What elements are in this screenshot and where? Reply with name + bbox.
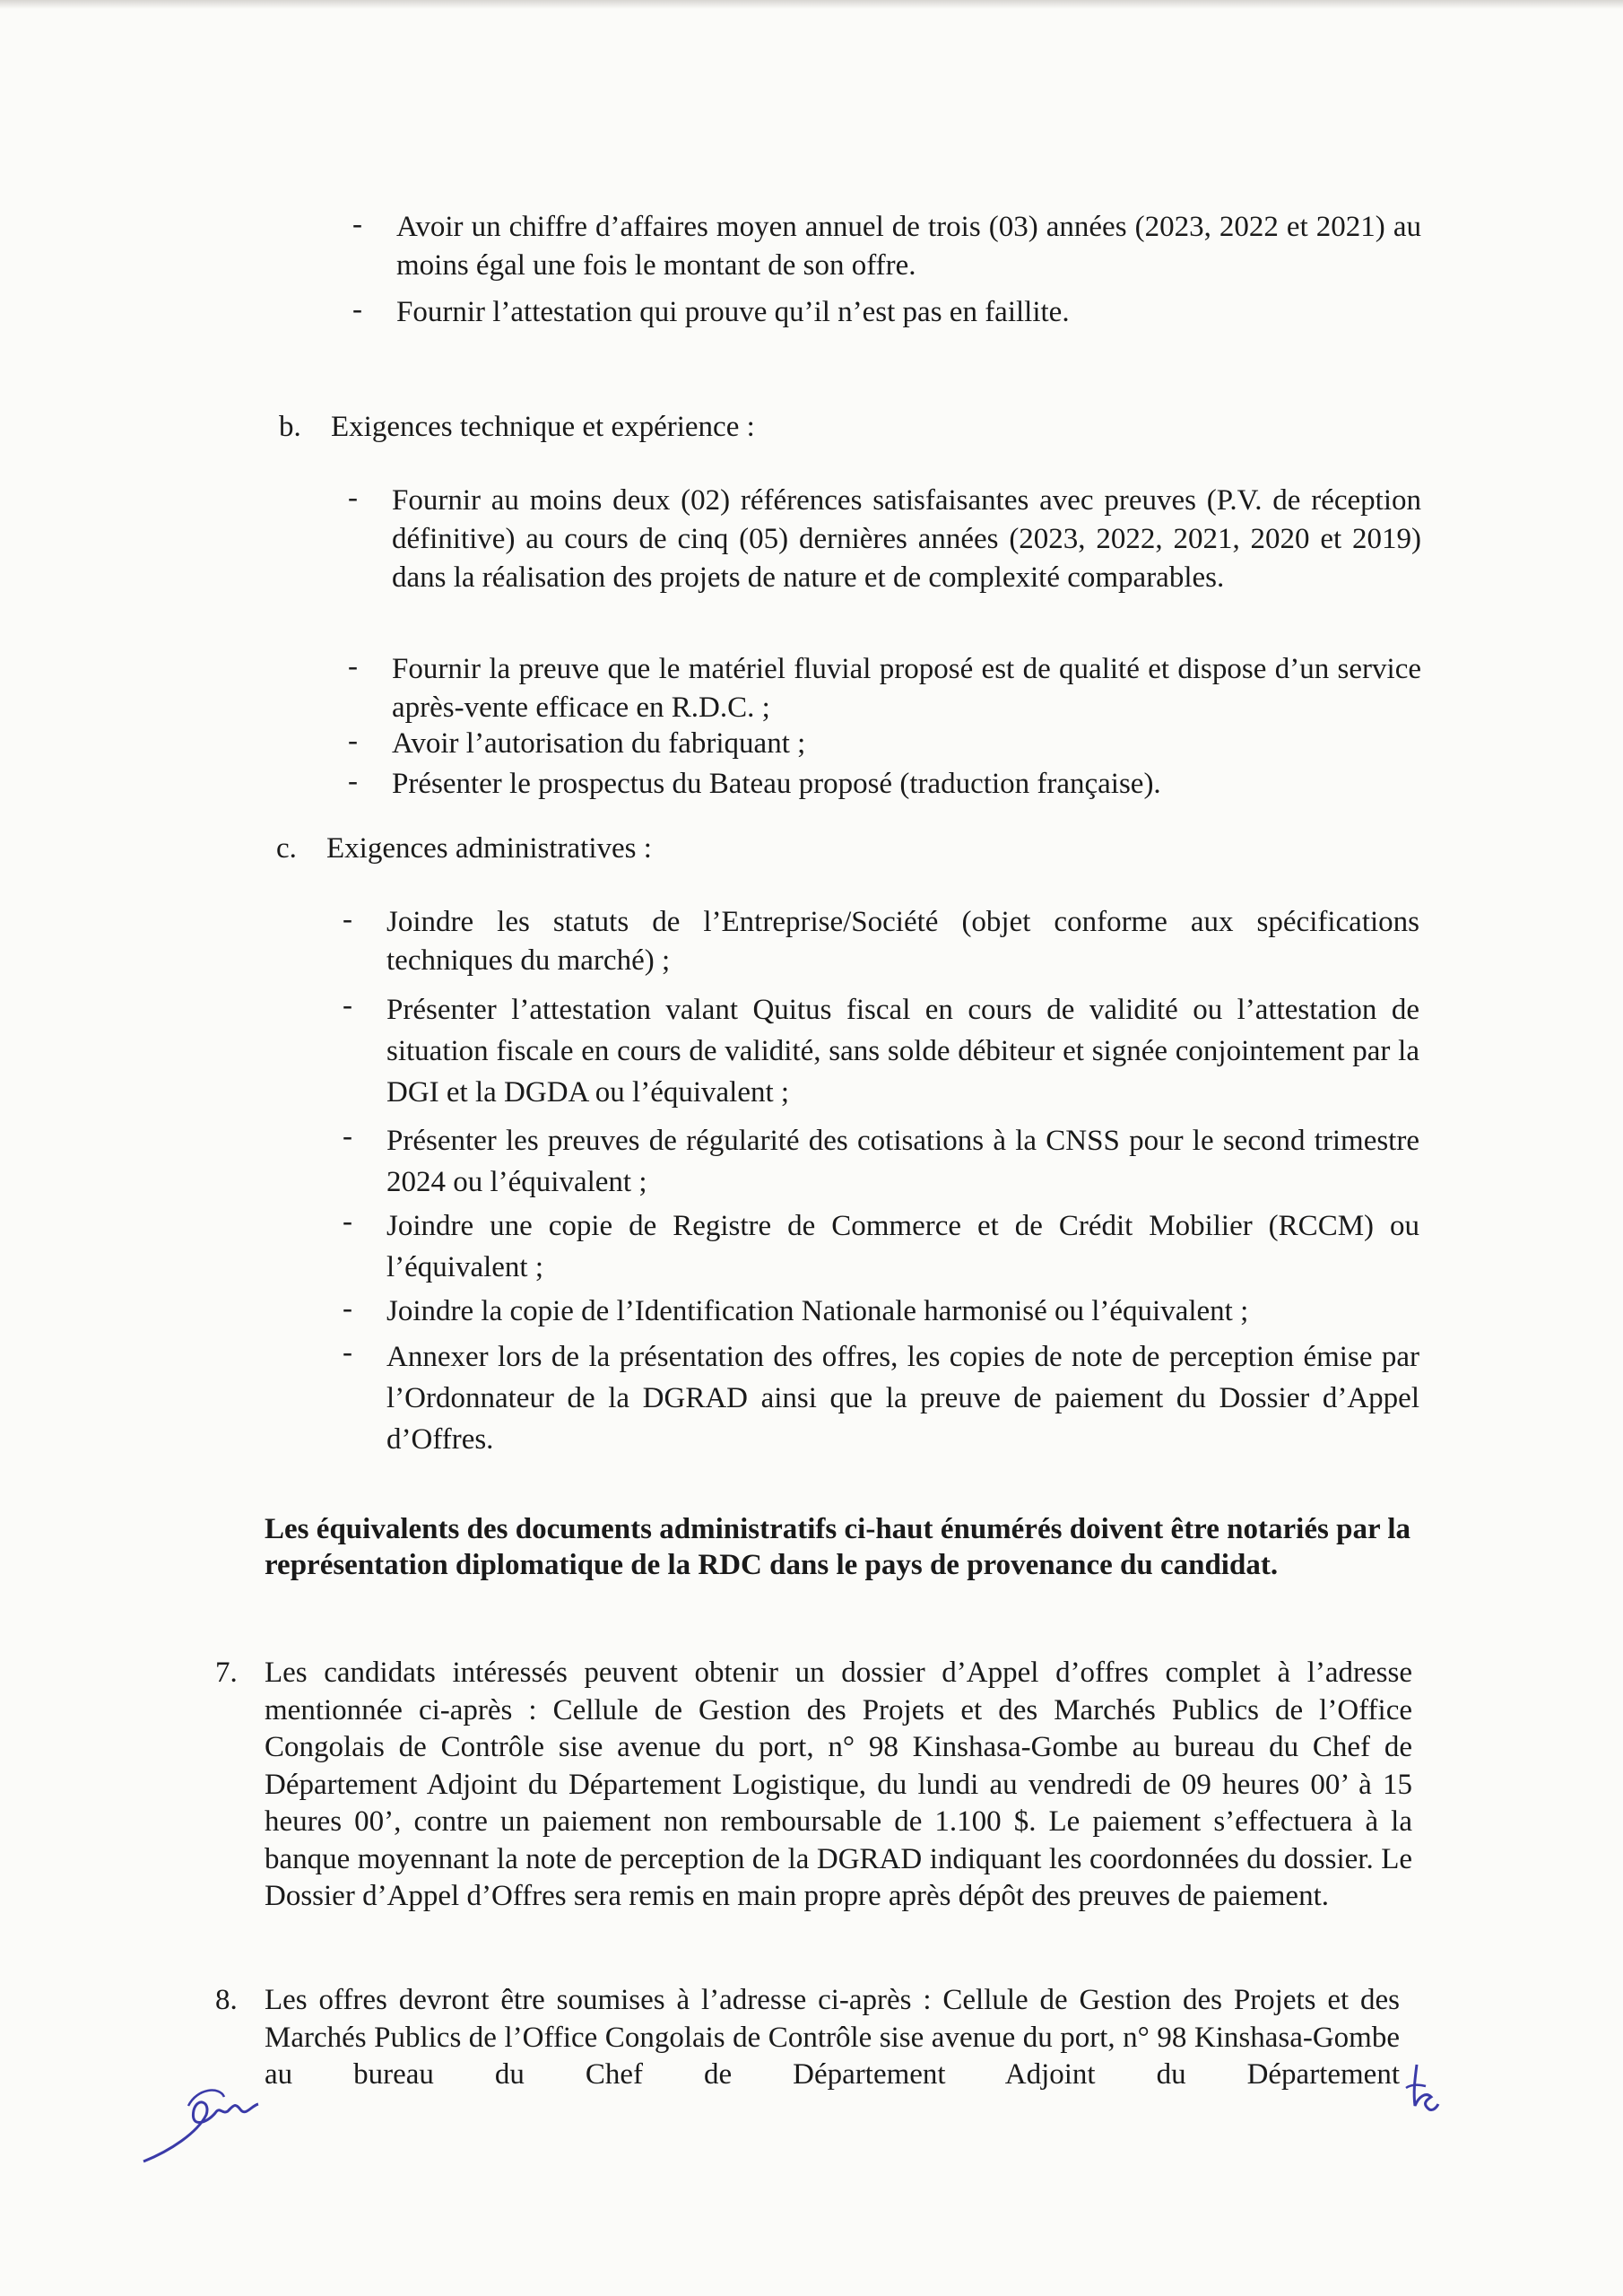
bullet-item: Avoir un chiffre d’affaires moyen annuel de trois (03) années (2023, 2022 et 2021) au moins égal une fois le montant de son offre.	[396, 211, 1421, 282]
bullet-item: Joindre les statuts de l’Entreprise/Société (objet conforme aux spécifications techniques du marché) ;	[386, 906, 1419, 977]
bullet-item: Annexer lors de la présentation des offres, les copies de note de perception émise par l’Ordonnateur de la DGRAD ainsi que la preuve de paiement du Dossier d’Appel d’Offres.	[386, 1341, 1419, 1456]
bullet-item: Joindre une copie de Registre de Commerce et de Crédit Mobilier (RCCM) ou l’équivalent ;	[386, 1210, 1419, 1283]
numbered-paragraph: Les offres devront être soumises à l’adresse ci-après : Cellule de Gestion des Projets et des Marchés Publics de l’Office Congolais de Contrôle sise avenue du port, n° 98 Kinshasa-Gombe au bureau du Chef de Département Adjoint du Département	[265, 1984, 1400, 2091]
bullet-item: Présenter les preuves de régularité des cotisations à la CNSS pour le second trimestre 2024 ou l’équivalent ;	[386, 1125, 1419, 1198]
numbered-paragraph: Les candidats intéressés peuvent obtenir un dossier d’Appel d’offres complet à l’adresse mentionnée ci-après : Cellule de Gestion des Projets et des Marchés Publics de l’Office Congolais de Contrôle sise avenue du port, n° 98 Kinshasa-Gombe au bureau du Chef de Département Adjoint du Département Logistique, du lundi au vendredi de 09 heures 00’ à 15 heures 00’, contre un paiement non remboursable de 1.100 $. Le paiement s’effectuera à la banque moyennant la note de perception de la DGRAD indiquant les coordonnées du dossier. Le Dossier d’Appel d’Offres sera remis en main propre après dépôt des preuves de paiement.	[265, 1657, 1412, 1912]
bullet-item: Fournir la preuve que le matériel fluvial proposé est de qualité et dispose d’un service après-vente efficace en R.D.C. ;	[392, 653, 1421, 724]
bullet-dash: -	[343, 1120, 352, 1152]
bullet-dash: -	[343, 903, 352, 935]
handwritten-signature-left	[135, 2079, 278, 2169]
scan-edge	[0, 0, 1623, 9]
handwritten-initials-right	[1399, 2061, 1444, 2118]
bullet-item: Présenter le prospectus du Bateau proposé (traduction française).	[392, 768, 1161, 800]
bullet-item: Fournir au moins deux (02) références satisfaisantes avec preuves (P.V. de réception définitive) au cours de cinq (05) dernières années (2023, 2022, 2021, 2020 et 2019) dans la réalisation des projets de nature et de complexité comparables.	[392, 484, 1421, 594]
bullet-dash: -	[348, 725, 358, 757]
bullet-dash: -	[352, 208, 362, 240]
section-c-title: Exigences administratives :	[326, 832, 652, 865]
bullet-item: Avoir l’autorisation du fabriquant ;	[392, 727, 806, 760]
bullet-dash: -	[348, 765, 358, 797]
bold-notice: Les équivalents des documents administratifs ci-haut énumérés doivent être notariés par la représentation diplomatique de la RDC dans le pays de provenance du candidat.	[265, 1513, 1410, 1581]
bullet-dash: -	[343, 989, 352, 1022]
item-number: 7.	[215, 1657, 238, 1689]
bullet-dash: -	[343, 1205, 352, 1238]
bullet-dash: -	[348, 482, 358, 514]
bullet-item: Fournir l’attestation qui prouve qu’il n’est pas en faillite.	[396, 296, 1070, 328]
bullet-dash: -	[348, 650, 358, 683]
bullet-dash: -	[343, 1336, 352, 1369]
bullet-item: Joindre la copie de l’Identification Nationale harmonisé ou l’équivalent ;	[386, 1295, 1249, 1327]
section-b-title: Exigences technique et expérience :	[331, 411, 755, 443]
bullet-item: Présenter l’attestation valant Quitus fiscal en cours de validité ou l’attestation de situation fiscale en cours de validité, sans solde débiteur et signée conjointement par la DGI et la DGDA ou l’équivalent ;	[386, 994, 1419, 1109]
section-b-marker: b.	[279, 411, 301, 443]
bullet-dash: -	[352, 293, 362, 326]
bullet-dash: -	[343, 1292, 352, 1325]
section-c-marker: c.	[276, 832, 297, 865]
item-number: 8.	[215, 1984, 238, 2016]
